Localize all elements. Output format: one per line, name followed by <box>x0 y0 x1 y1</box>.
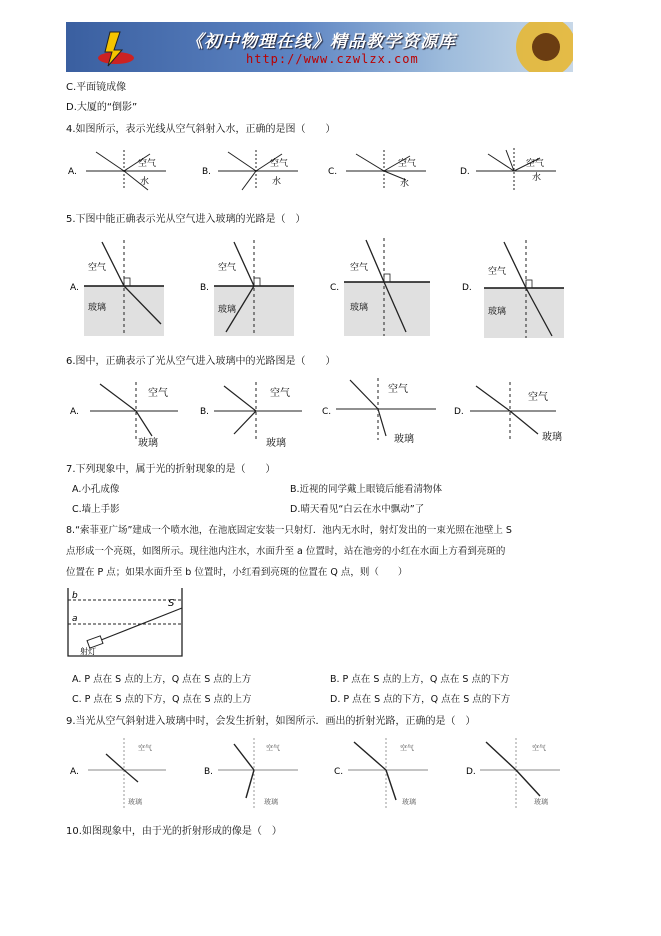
q6-air-a: 空气 <box>148 388 168 399</box>
q5-glass-d: 玻璃 <box>488 307 507 317</box>
q9-glass-a: 玻璃 <box>128 798 142 806</box>
q6-figures <box>66 374 566 450</box>
q10-stem: 10.如图现象中，由于光的折射形成的像是（ ） <box>66 826 282 837</box>
q4-figures <box>66 140 566 192</box>
q8-pool-figure <box>66 586 186 658</box>
q4-letter-a: A. <box>68 167 77 177</box>
q4-stem: 4.如图所示，表示光线从空气斜射入水，正确的是图（ ） <box>66 124 336 135</box>
q6-letter-b: B. <box>200 407 210 417</box>
q8-option-c: C. P 点在 S 点的下方，Q 点在 S 点的上方 <box>72 694 252 705</box>
q5-letter-d: D. <box>462 283 472 293</box>
q6-air-b: 空气 <box>270 388 290 399</box>
q5-air-d: 空气 <box>488 267 507 277</box>
logo-icon <box>96 28 136 68</box>
q6-letter-d: D. <box>454 407 464 417</box>
q5-figures <box>66 232 566 340</box>
q5-glass-a: 玻璃 <box>88 303 107 313</box>
q5-air-b: 空气 <box>218 263 237 273</box>
q6-letter-a: A. <box>70 407 79 417</box>
option-c-prev: C.平面镜成像 <box>66 82 127 93</box>
q7-option-d: D.晴天看见“白云在水中飘动”了 <box>290 504 425 515</box>
q5-air-a: 空气 <box>88 263 107 273</box>
banner-title: 《初中物理在线》精品教学资源库 <box>186 32 456 52</box>
q6-glass-b: 玻璃 <box>266 438 286 449</box>
q4-water-b: 水 <box>272 177 282 187</box>
q8-option-a: A. P 点在 S 点的上方，Q 点在 S 点的上方 <box>72 674 252 685</box>
q8-level-b: b <box>72 591 78 601</box>
q9-air-d: 空气 <box>532 744 546 752</box>
q4-air-b: 空气 <box>270 159 289 169</box>
q6-stem: 6.图中，正确表示了光从空气进入玻璃中的光路图是（ ） <box>66 356 336 367</box>
q4-air-a: 空气 <box>138 159 157 169</box>
q9-letter-b: B. <box>204 767 214 777</box>
q9-letter-d: D. <box>466 767 476 777</box>
q9-figures <box>66 734 566 810</box>
q4-letter-c: C. <box>328 167 338 177</box>
q9-stem: 9.当光从空气斜射进入玻璃中时，会发生折射，如图所示．画出的折射光路，正确的是（ ） <box>66 716 476 727</box>
q8-point-s: S <box>168 598 175 609</box>
q6-glass-a: 玻璃 <box>138 438 158 449</box>
q6-glass-d: 玻璃 <box>542 432 562 443</box>
q4-water-a: 水 <box>140 177 150 187</box>
q9-glass-c: 玻璃 <box>402 798 416 806</box>
q4-air-c: 空气 <box>398 159 417 169</box>
q5-letter-c: C. <box>330 283 340 293</box>
option-d-prev: D.大厦的“倒影” <box>66 102 138 113</box>
q9-letter-a: A. <box>70 767 79 777</box>
q6-glass-c: 玻璃 <box>394 434 414 445</box>
banner-url: http://www.czwlzx.com <box>246 52 419 66</box>
q9-letter-c: C. <box>334 767 344 777</box>
q5-stem: 5.下图中能正确表示光从空气进入玻璃的光路是（ ） <box>66 214 306 225</box>
q4-water-c: 水 <box>400 179 410 189</box>
q9-air-b: 空气 <box>266 744 280 752</box>
header-banner <box>66 22 573 72</box>
q8-lamp-label: 射灯 <box>80 647 96 656</box>
q6-air-d: 空气 <box>528 392 548 403</box>
q9-glass-b: 玻璃 <box>264 798 278 806</box>
q7-option-c: C.墙上手影 <box>72 504 120 515</box>
q9-glass-d: 玻璃 <box>534 798 548 806</box>
q4-air-d: 空气 <box>526 159 545 169</box>
q8-stem-line3: 位置在 P 点；如果水面升至 b 位置时，小红看到亮斑的位置在 Q 点，则（ ） <box>66 567 408 578</box>
q9-air-a: 空气 <box>138 744 152 752</box>
q7-option-a: A.小孔成像 <box>72 484 120 495</box>
sunflower-icon <box>496 22 573 72</box>
q7-stem: 7.下列现象中，属于光的折射现象的是（ ） <box>66 464 276 475</box>
q5-letter-b: B. <box>200 283 210 293</box>
q7-option-b: B.近视的同学戴上眼镜后能看清物体 <box>290 484 443 495</box>
q8-option-d: D. P 点在 S 点的下方，Q 点在 S 点的下方 <box>330 694 511 705</box>
q5-glass-c: 玻璃 <box>350 303 369 313</box>
q4-water-d: 水 <box>532 173 542 183</box>
q8-option-b: B. P 点在 S 点的上方，Q 点在 S 点的下方 <box>330 674 510 685</box>
q4-letter-b: B. <box>202 167 212 177</box>
q4-letter-d: D. <box>460 167 470 177</box>
q8-stem-line1: 8.“索菲亚广场”建成一个喷水池，在池底固定安装一只射灯．池内无水时，射灯发出的一束光照在池壁上 S <box>66 525 512 536</box>
q6-air-c: 空气 <box>388 384 408 395</box>
q8-level-a: a <box>72 614 78 624</box>
q5-glass-b: 玻璃 <box>218 305 237 315</box>
q5-letter-a: A. <box>70 283 79 293</box>
q8-stem-line2: 点形成一个亮斑，如图所示。现往池内注水，水面升至 a 位置时，站在池旁的小红在水面上方看到亮斑的 <box>66 546 506 557</box>
q5-air-c: 空气 <box>350 263 369 273</box>
q9-air-c: 空气 <box>400 744 414 752</box>
q6-letter-c: C. <box>322 407 332 417</box>
